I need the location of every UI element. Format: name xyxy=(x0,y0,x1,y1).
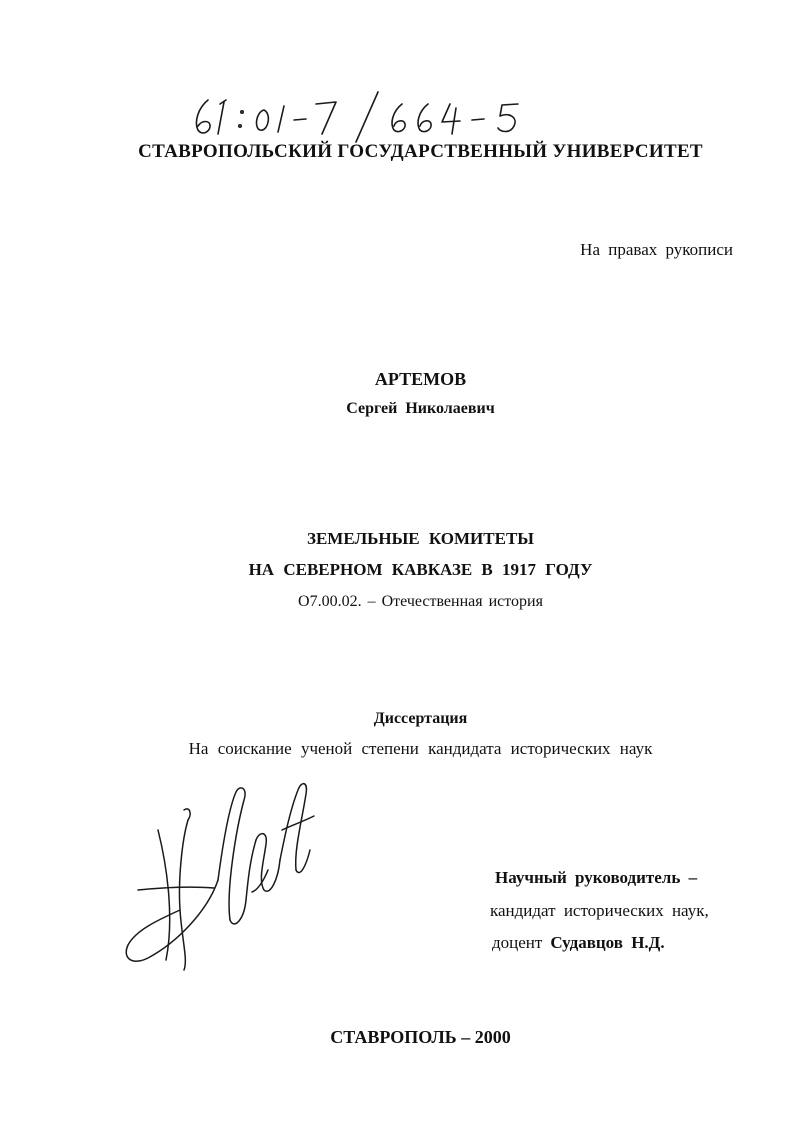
manuscript-rights-note: На правах рукописи xyxy=(580,240,733,259)
advisor-name: Судавцов Н.Д. xyxy=(550,933,665,952)
advisor-position-line xyxy=(492,933,665,953)
degree-purpose: На соискание ученой степени кандидата исторических наук xyxy=(188,739,653,758)
advisor-degree: кандидат исторических наук, xyxy=(490,901,709,920)
dissertation-title-line-2: НА СЕВЕРНОМ КАВКАЗЕ В 1917 ГОДУ xyxy=(248,560,593,579)
advisor-heading: Научный руководитель – xyxy=(495,868,698,887)
handwritten-signature xyxy=(118,770,328,985)
advisor-position: доцент xyxy=(492,933,543,952)
dissertation-title-line-1: ЗЕМЕЛЬНЫЕ КОМИТЕТЫ xyxy=(307,529,534,548)
specialty-code: О7.00.02. – Отечественная история xyxy=(298,593,543,610)
author-given-names: Сергей Николаевич xyxy=(346,400,495,417)
author-surname: АРТЕМОВ xyxy=(374,369,467,389)
dissertation-label: Диссертация xyxy=(373,710,468,727)
city-year: СТАВРОПОЛЬ – 2000 xyxy=(330,1027,511,1047)
university-name: СТАВРОПОЛЬСКИЙ ГОСУДАРСТВЕННЫЙ УНИВЕРСИТЕТ xyxy=(138,141,703,162)
